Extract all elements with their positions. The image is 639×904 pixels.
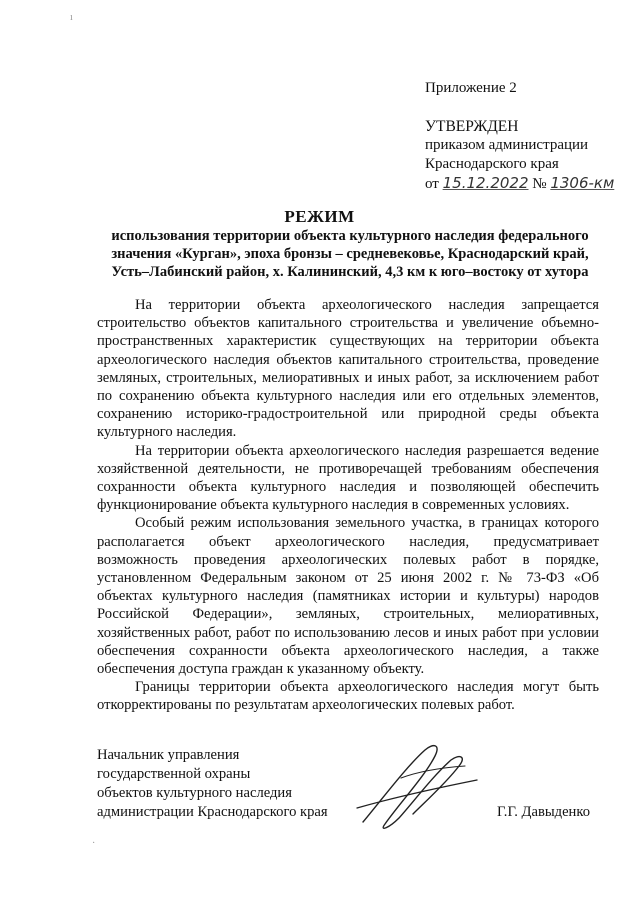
handwritten-signature — [355, 738, 485, 838]
signatory-name: Г.Г. Давыденко — [497, 804, 591, 820]
approved-line: приказом администрации — [425, 137, 589, 153]
position-line: администрации Краснодарского края — [97, 804, 328, 820]
position-line: Начальник управления — [97, 747, 240, 763]
appendix-label: Приложение 2 — [425, 80, 517, 96]
scan-mark: · — [92, 838, 96, 849]
body-paragraph: Особый режим использования земельного участка, в границах которого располагается объект археологического наследия, предусматривает возможность проведения археологических полевых работ в порядке, установленном Федеральным законом от 25 июня 2002 г. № 73-ФЗ «Об объектах культурного наследия (памятниках истории и культуры) народов Российской Федерации», земляных, строительных, мелиоративных, хозяйственных работ, работ по использованию лесов и иных работ при условии обеспечения сохранности объекта археологического наследия, а также обеспечения доступа граждан к указанному объекту. — [97, 515, 599, 678]
approved-line: Краснодарского края — [425, 156, 559, 172]
body-paragraph: Границы территории объекта археологического наследия могут быть откорректированы по результатам археологических полевых работ. — [97, 679, 599, 714]
order-line — [425, 174, 614, 194]
order-number-label: № — [532, 176, 547, 192]
signatory-position — [97, 746, 328, 822]
order-date: 15.12.2022 — [442, 174, 529, 192]
approval-block — [425, 117, 614, 194]
subtitle-line: значения «Курган», эпоха бронзы – средневековье, Краснодарский край, — [111, 246, 589, 262]
subtitle-line: Усть–Лабинский район, х. Калининский, 4,3 км к юго–востоку от хутора — [111, 264, 589, 280]
document-subtitle — [95, 227, 605, 281]
scan-mark: ı — [70, 12, 73, 23]
approved-title: УТВЕРЖДЕН — [425, 118, 519, 135]
body-paragraph: На территории объекта археологического наследия разрешается ведение хозяйственной деятельности, не противоречащей требованиям обеспечения сохранности объекта культурного наследия и позволяющей обеспечить функционирование объекта культурного наследия в современных условиях. — [97, 442, 599, 514]
document-body — [97, 296, 599, 715]
position-line: объектов культурного наследия — [97, 785, 292, 801]
position-line: государственной охраны — [97, 766, 251, 782]
body-paragraph: На территории объекта археологического наследия запрещается строительство объектов капитального строительства и увеличение объемно-пространственных характеристик существующих на территории объекта археологического наследия объектов капитального строительства, проведение земляных, строительных, мелиоративных и иных работ, за исключением работ по сохранению объекта культурного наследия или его отдельных элементов, сохранению историко-градостроительной или природной среды объекта культурного наследия. — [97, 297, 599, 441]
order-from-label: от — [425, 176, 439, 192]
subtitle-line: использования территории объекта культурного наследия федерального — [111, 228, 589, 244]
document-title: РЕЖИМ — [284, 207, 355, 226]
order-number: 1306-км — [550, 174, 615, 192]
